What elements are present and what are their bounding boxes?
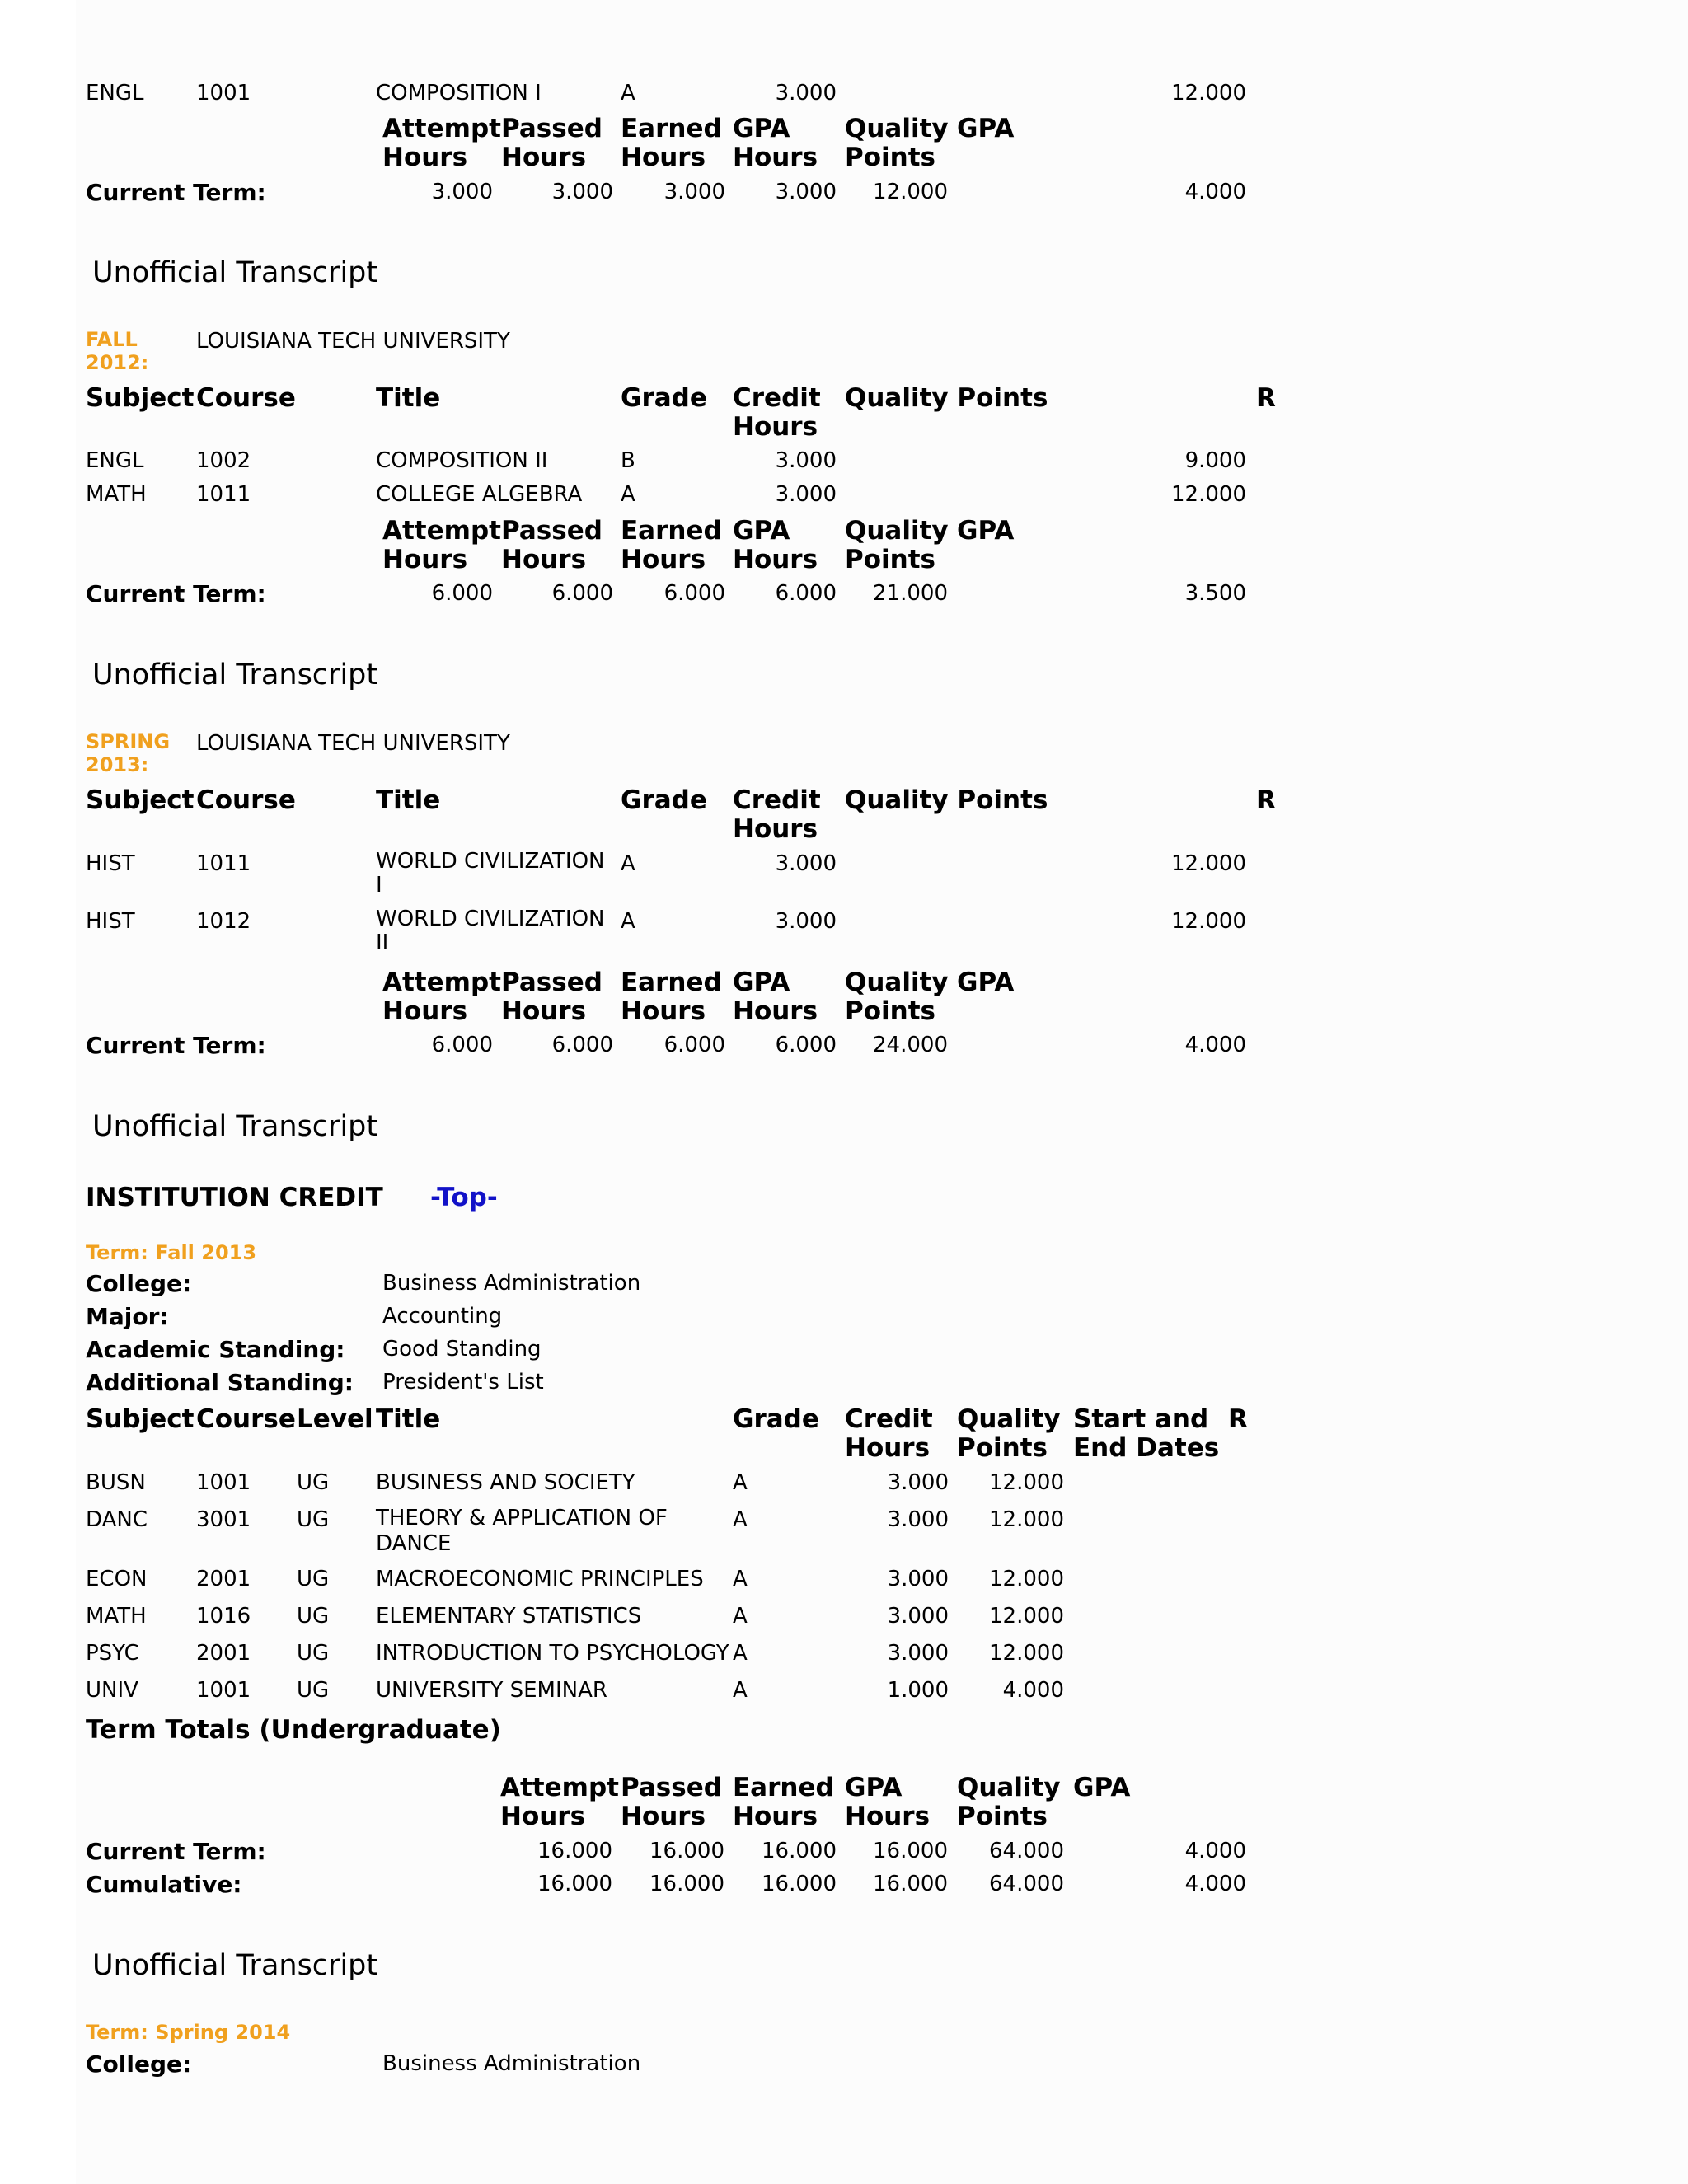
earned-value: 3.000 xyxy=(663,180,725,204)
university-name: LOUISIANA TECH UNIVERSITY xyxy=(196,329,510,354)
earned-value: 16.000 xyxy=(762,1839,837,1863)
qp-cell: 9.000 xyxy=(1184,448,1246,473)
quality-points-header: Quality Points xyxy=(845,968,949,1026)
course-cell: 1001 xyxy=(196,81,251,105)
credit-hours-header: Credit Hours xyxy=(733,383,821,442)
gpa-hours-value: 16.000 xyxy=(873,1872,948,1896)
title-cell: COMPOSITION I xyxy=(376,81,542,105)
term-label-line1: FALL xyxy=(86,328,138,351)
qp-cell: 12.000 xyxy=(1171,909,1246,934)
passed-value: 3.000 xyxy=(551,180,613,204)
quality-points-header: Quality Points xyxy=(957,1404,1061,1463)
grade-cell: A xyxy=(621,81,635,105)
qp-value: 21.000 xyxy=(873,581,948,606)
credit-hours-header: Credit Hours xyxy=(845,1404,933,1463)
info-label: Additional Standing: xyxy=(86,1369,354,1396)
credit-hours-header: Credit Hours xyxy=(733,785,821,844)
term-label: Term: Fall 2013 xyxy=(86,1241,257,1264)
qp-cell: 4.000 xyxy=(1002,1678,1064,1703)
gpa-hours-value: 16.000 xyxy=(873,1839,948,1863)
credit-cell: 3.000 xyxy=(775,909,837,934)
attempt-hours-header: Attempt Hours xyxy=(382,114,501,172)
subject-header: Subject xyxy=(86,785,195,815)
subject-cell: ENGL xyxy=(86,448,144,473)
subject-cell: HIST xyxy=(86,851,135,876)
r-header: R xyxy=(1256,785,1276,815)
qp-cell: 12.000 xyxy=(989,1507,1064,1532)
grade-cell: A xyxy=(621,909,635,934)
totals-label: Cumulative: xyxy=(86,1871,242,1898)
credit-cell: 3.000 xyxy=(887,1604,949,1629)
gpa-hours-header: GPA Hours xyxy=(733,968,818,1026)
term-label-line2: 2013: xyxy=(86,753,149,776)
grade-header: Grade xyxy=(621,785,707,815)
start-end-dates-header: Start and End Dates xyxy=(1073,1404,1220,1463)
title-cell: WORLD CIVILIZATION II xyxy=(376,907,605,955)
course-cell: 2001 xyxy=(196,1641,251,1666)
gpa-hours-value: 6.000 xyxy=(775,581,837,606)
quality-points-header: Quality Points xyxy=(845,383,1048,413)
earned-value: 6.000 xyxy=(663,1033,725,1057)
passed-value: 16.000 xyxy=(649,1872,724,1896)
term-label-line2: 2012: xyxy=(86,351,149,374)
info-value: Business Administration xyxy=(382,2051,641,2076)
level-cell: UG xyxy=(297,1604,330,1629)
subject-cell: ENGL xyxy=(86,81,144,105)
qp-cell: 12.000 xyxy=(1171,81,1246,105)
attempt-hours-header: Attempt Hours xyxy=(382,968,501,1026)
totals-label: Current Term: xyxy=(86,580,266,607)
subject-cell: BUSN xyxy=(86,1470,146,1495)
course-header: Course xyxy=(196,1404,296,1434)
attempt-hours-header: Attempt Hours xyxy=(382,516,501,574)
grade-cell: A xyxy=(733,1507,748,1532)
qp-value: 64.000 xyxy=(989,1839,1064,1863)
subject-cell: MATH xyxy=(86,1604,147,1629)
course-cell: 1012 xyxy=(196,909,251,934)
level-cell: UG xyxy=(297,1507,330,1532)
info-label: Major: xyxy=(86,1303,169,1330)
info-label: College: xyxy=(86,1270,192,1297)
unofficial-transcript-heading: Unofficial Transcript xyxy=(92,1949,378,1982)
level-header: Level xyxy=(297,1404,373,1434)
term-label-line1: SPRING xyxy=(86,730,171,753)
passed-hours-header: Passed Hours xyxy=(501,968,603,1026)
grade-cell: A xyxy=(733,1567,748,1591)
subject-cell: UNIV xyxy=(86,1678,138,1703)
top-link[interactable]: -Top- xyxy=(430,1183,498,1212)
term-totals-heading: Term Totals (Undergraduate) xyxy=(86,1715,501,1745)
title-cell: MACROECONOMIC PRINCIPLES xyxy=(376,1567,704,1591)
institution-credit-heading: INSTITUTION CREDIT xyxy=(86,1183,383,1212)
title-header: Title xyxy=(376,785,441,815)
quality-points-header: Quality Points xyxy=(845,114,949,172)
level-cell: UG xyxy=(297,1641,330,1666)
attempt-value: 6.000 xyxy=(431,1033,493,1057)
qp-cell: 12.000 xyxy=(989,1604,1064,1629)
course-cell: 1011 xyxy=(196,482,251,507)
gpa-value: 4.000 xyxy=(1184,1872,1246,1896)
passed-value: 6.000 xyxy=(551,1033,613,1057)
gpa-hours-value: 3.000 xyxy=(775,180,837,204)
gpa-hours-value: 6.000 xyxy=(775,1033,837,1057)
grade-cell: A xyxy=(621,851,635,876)
r-header: R xyxy=(1256,383,1276,413)
course-header: Course xyxy=(196,785,296,815)
title-cell: COMPOSITION II xyxy=(376,448,548,473)
term-label xyxy=(86,328,148,374)
gpa-hours-header: GPA Hours xyxy=(845,1773,931,1831)
title-header: Title xyxy=(376,1404,441,1434)
qp-value: 24.000 xyxy=(873,1033,948,1057)
passed-hours-header: Passed Hours xyxy=(501,114,603,172)
attempt-value: 16.000 xyxy=(537,1839,612,1863)
course-cell: 1001 xyxy=(196,1678,251,1703)
earned-value: 6.000 xyxy=(663,581,725,606)
title-cell: ELEMENTARY STATISTICS xyxy=(376,1604,642,1629)
title-header: Title xyxy=(376,383,441,413)
course-header: Course xyxy=(196,383,296,413)
qp-value: 12.000 xyxy=(873,180,948,204)
university-name: LOUISIANA TECH UNIVERSITY xyxy=(196,731,510,756)
info-value: Good Standing xyxy=(382,1337,542,1361)
subject-cell: DANC xyxy=(86,1507,148,1532)
course-cell: 2001 xyxy=(196,1567,251,1591)
earned-value: 16.000 xyxy=(762,1872,837,1896)
qp-cell: 12.000 xyxy=(989,1470,1064,1495)
course-cell: 1002 xyxy=(196,448,251,473)
gpa-value: 4.000 xyxy=(1184,1033,1246,1057)
earned-hours-header: Earned Hours xyxy=(621,114,722,172)
grade-cell: A xyxy=(621,482,635,507)
qp-value: 64.000 xyxy=(989,1872,1064,1896)
title-cell: UNIVERSITY SEMINAR xyxy=(376,1678,607,1703)
totals-label: Current Term: xyxy=(86,179,266,206)
grade-cell: A xyxy=(733,1641,748,1666)
title-cell: COLLEGE ALGEBRA xyxy=(376,482,583,507)
level-cell: UG xyxy=(297,1567,330,1591)
attempt-value: 16.000 xyxy=(537,1872,612,1896)
gpa-header: GPA xyxy=(1073,1773,1131,1802)
passed-hours-header: Passed Hours xyxy=(621,1773,722,1831)
subject-cell: ECON xyxy=(86,1567,148,1591)
attempt-value: 3.000 xyxy=(431,180,493,204)
grade-header: Grade xyxy=(621,383,707,413)
totals-label: Current Term: xyxy=(86,1032,266,1059)
course-cell: 3001 xyxy=(196,1507,251,1532)
quality-points-header: Quality Points xyxy=(957,1773,1061,1831)
term-label: Term: Spring 2014 xyxy=(86,2021,291,2044)
info-value: Business Administration xyxy=(382,1271,641,1296)
passed-value: 6.000 xyxy=(551,581,613,606)
title-cell: WORLD CIVILIZATION I xyxy=(376,849,605,898)
passed-value: 16.000 xyxy=(649,1839,724,1863)
unofficial-transcript-heading: Unofficial Transcript xyxy=(92,1110,378,1143)
credit-cell: 1.000 xyxy=(887,1678,949,1703)
gpa-value: 4.000 xyxy=(1184,180,1246,204)
grade-cell: A xyxy=(733,1678,748,1703)
credit-cell: 3.000 xyxy=(887,1507,949,1532)
unofficial-transcript-heading: Unofficial Transcript xyxy=(92,658,378,691)
qp-cell: 12.000 xyxy=(1171,851,1246,876)
gpa-hours-header: GPA Hours xyxy=(733,516,818,574)
gpa-header: GPA xyxy=(957,516,1015,546)
credit-cell: 3.000 xyxy=(887,1567,949,1591)
unofficial-transcript-heading: Unofficial Transcript xyxy=(92,256,378,289)
attempt-hours-header: Attempt Hours xyxy=(500,1773,619,1831)
gpa-hours-header: GPA Hours xyxy=(733,114,818,172)
credit-cell: 3.000 xyxy=(775,81,837,105)
attempt-value: 6.000 xyxy=(431,581,493,606)
gpa-header: GPA xyxy=(957,968,1015,997)
credit-cell: 3.000 xyxy=(775,448,837,473)
grade-header: Grade xyxy=(733,1404,819,1434)
r-header: R xyxy=(1228,1404,1248,1434)
credit-cell: 3.000 xyxy=(887,1470,949,1495)
earned-hours-header: Earned Hours xyxy=(733,1773,834,1831)
grade-cell: A xyxy=(733,1604,748,1629)
grade-cell: B xyxy=(621,448,635,473)
quality-points-header: Quality Points xyxy=(845,516,949,574)
subject-cell: PSYC xyxy=(86,1641,139,1666)
course-cell: 1001 xyxy=(196,1470,251,1495)
info-label: College: xyxy=(86,2050,192,2078)
passed-hours-header: Passed Hours xyxy=(501,516,603,574)
info-value: Accounting xyxy=(382,1304,503,1329)
earned-hours-header: Earned Hours xyxy=(621,968,722,1026)
info-label: Academic Standing: xyxy=(86,1336,345,1363)
credit-cell: 3.000 xyxy=(775,851,837,876)
grade-cell: A xyxy=(733,1470,748,1495)
gpa-value: 3.500 xyxy=(1184,581,1246,606)
credit-cell: 3.000 xyxy=(775,482,837,507)
course-cell: 1016 xyxy=(196,1604,251,1629)
subject-header: Subject xyxy=(86,383,195,413)
quality-points-header: Quality Points xyxy=(845,785,1048,815)
earned-hours-header: Earned Hours xyxy=(621,516,722,574)
gpa-header: GPA xyxy=(957,114,1015,143)
qp-cell: 12.000 xyxy=(1171,482,1246,507)
subject-header: Subject xyxy=(86,1404,195,1434)
subject-cell: MATH xyxy=(86,482,147,507)
term-label xyxy=(86,730,170,776)
course-cell: 1011 xyxy=(196,851,251,876)
subject-cell: HIST xyxy=(86,909,135,934)
title-cell: BUSINESS AND SOCIETY xyxy=(376,1470,635,1495)
info-value: President's List xyxy=(382,1370,544,1394)
credit-cell: 3.000 xyxy=(887,1641,949,1666)
level-cell: UG xyxy=(297,1470,330,1495)
qp-cell: 12.000 xyxy=(989,1641,1064,1666)
qp-cell: 12.000 xyxy=(989,1567,1064,1591)
title-cell: THEORY & APPLICATION OF DANCE xyxy=(376,1506,668,1556)
level-cell: UG xyxy=(297,1678,330,1703)
gpa-value: 4.000 xyxy=(1184,1839,1246,1863)
totals-label: Current Term: xyxy=(86,1838,266,1865)
title-cell: INTRODUCTION TO PSYCHOLOGY xyxy=(376,1641,729,1666)
